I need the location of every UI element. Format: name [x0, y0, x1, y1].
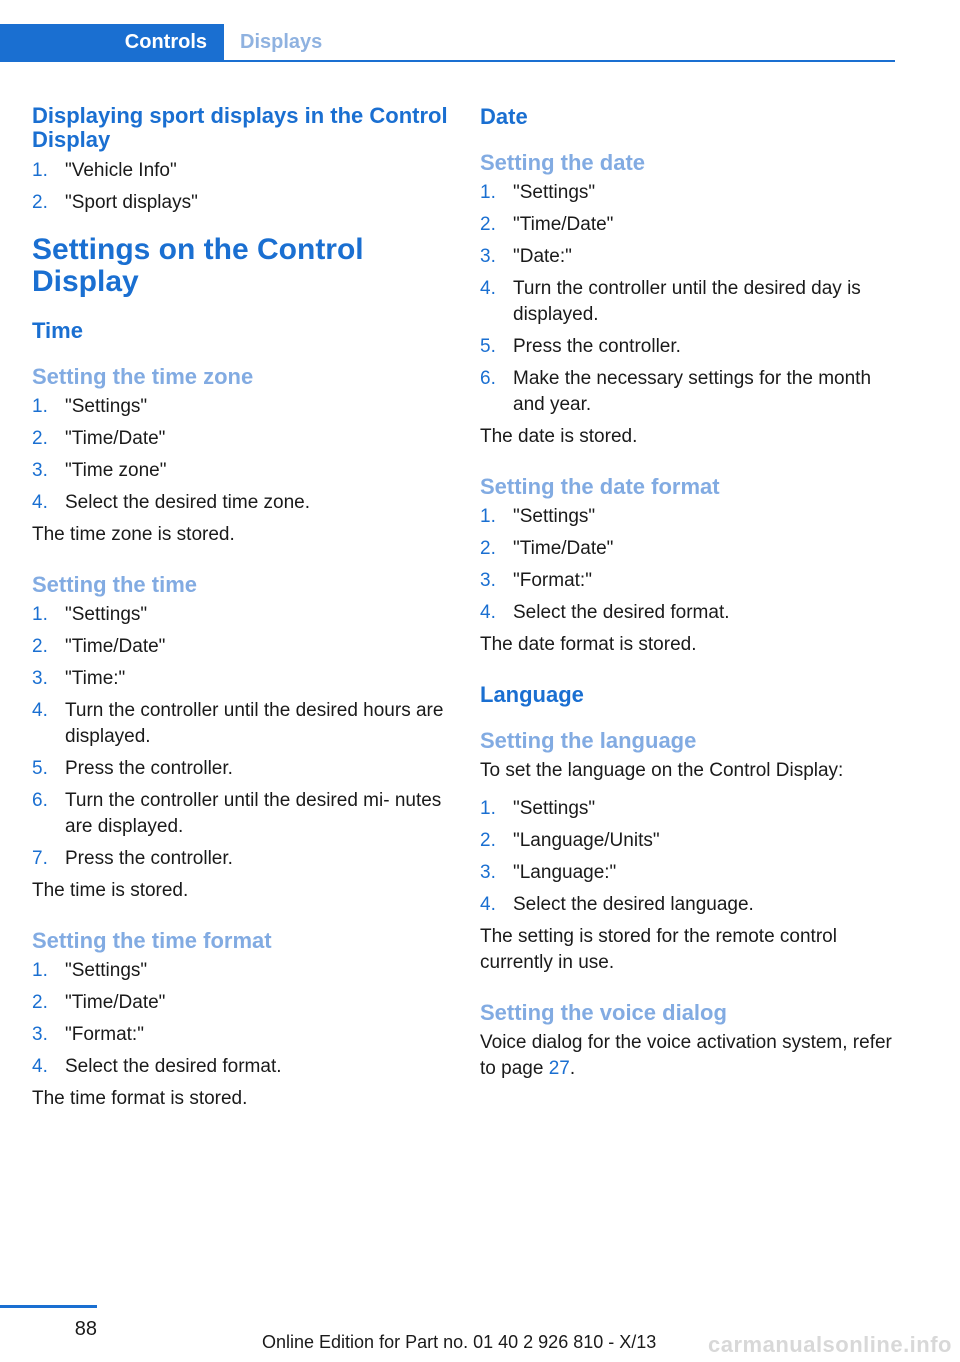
step-number: 2.	[32, 428, 48, 449]
list-item	[32, 458, 452, 484]
step-number: 3.	[480, 246, 496, 267]
page-number: 88	[74, 1318, 97, 1340]
step-text: "Time/Date"	[513, 214, 614, 235]
time-steps	[32, 602, 452, 872]
step-text: Select the desired format.	[513, 602, 730, 623]
list-item	[32, 394, 452, 420]
page-reference-link[interactable]: 27	[548, 1058, 570, 1079]
list-item	[32, 490, 452, 516]
step-text: Press the controller.	[65, 758, 233, 779]
list-item	[32, 426, 452, 452]
step-text: Make the necessary settings for the month and year.	[513, 368, 872, 415]
list-item	[480, 536, 900, 562]
list-item	[480, 568, 900, 594]
step-number: 1.	[32, 396, 48, 417]
list-item	[32, 698, 452, 750]
list-item	[480, 276, 900, 328]
step-number: 2.	[32, 636, 48, 657]
date-format-heading: Setting the date format	[480, 474, 720, 499]
step-text: "Settings"	[65, 604, 148, 625]
time-format-heading: Setting the time format	[32, 928, 272, 953]
list-item	[480, 366, 900, 418]
settings-heading: Settings on the Control Display	[32, 233, 364, 298]
step-number: 4.	[480, 602, 496, 623]
step-text: "Settings"	[513, 506, 596, 527]
sport-displays-heading: Displaying sport displays in the Control Display	[32, 103, 448, 152]
step-text: Turn the controller until the desired hours are displayed.	[65, 700, 444, 747]
step-number: 5.	[32, 758, 48, 779]
left-column	[32, 104, 452, 1112]
list-item	[32, 1022, 452, 1048]
time-zone-heading: Setting the time zone	[32, 364, 254, 389]
step-number: 2.	[32, 192, 48, 213]
step-text: Select the desired format.	[65, 1056, 282, 1077]
step-number: 2.	[480, 538, 496, 559]
step-text: "Time:"	[65, 668, 126, 689]
step-number: 6.	[32, 790, 48, 811]
list-item	[480, 180, 900, 206]
list-item	[480, 504, 900, 530]
time-zone-steps	[32, 394, 452, 516]
list-item	[32, 666, 452, 692]
step-text: "Time/Date"	[65, 992, 166, 1013]
list-item	[32, 756, 452, 782]
step-text: "Language:"	[513, 862, 617, 883]
step-number: 4.	[480, 278, 496, 299]
step-number: 4.	[32, 1056, 48, 1077]
list-item	[32, 190, 452, 216]
watermark: carmanualsonline.info	[708, 1332, 952, 1357]
step-number: 6.	[480, 368, 496, 389]
footer-rule	[0, 1305, 97, 1308]
list-item	[480, 860, 900, 886]
step-text: "Language/Units"	[513, 830, 660, 851]
language-steps	[480, 796, 900, 918]
step-number: 3.	[32, 668, 48, 689]
step-number: 2.	[480, 830, 496, 851]
time-heading-sub: Setting the time	[32, 572, 198, 597]
date-format-result: The date format is stored.	[480, 634, 697, 655]
tab-displays[interactable]	[240, 24, 322, 60]
step-text: Turn the controller until the desired day is displayed.	[513, 278, 861, 325]
voice-dialog-heading: Setting the voice dialog	[480, 1000, 727, 1025]
step-text: Press the controller.	[513, 336, 681, 357]
step-text: Select the desired language.	[513, 894, 754, 915]
step-number: 7.	[32, 848, 48, 869]
language-heading: Language	[480, 682, 584, 707]
list-item	[32, 634, 452, 660]
chapter-tab-bar	[0, 24, 895, 62]
voice-dialog-text	[480, 1030, 900, 1082]
step-text: "Time zone"	[65, 460, 167, 481]
step-number: 5.	[480, 336, 496, 357]
step-number: 1.	[480, 182, 496, 203]
list-item	[32, 846, 452, 872]
step-text: "Format:"	[65, 1024, 144, 1045]
list-item	[480, 244, 900, 270]
step-number: 2.	[480, 214, 496, 235]
list-item	[32, 602, 452, 628]
step-text: "Sport displays"	[65, 192, 198, 213]
step-text: "Settings"	[65, 396, 148, 417]
step-number: 3.	[32, 460, 48, 481]
edition-text: Online Edition for Part no. 01 40 2 926 810 - X/13	[262, 1332, 657, 1352]
step-text: Turn the controller until the desired mi‐ nutes are displayed.	[65, 790, 442, 837]
date-heading: Date	[480, 104, 528, 129]
step-text: "Time/Date"	[513, 538, 614, 559]
list-item	[32, 958, 452, 984]
step-text: "Date:"	[513, 246, 572, 267]
voice-dialog-end: .	[569, 1058, 576, 1079]
list-item	[480, 796, 900, 822]
list-item	[480, 212, 900, 238]
language-result: The setting is stored for the remote control currently in use.	[480, 926, 837, 973]
date-steps	[480, 180, 900, 418]
voice-dialog-body: Voice dialog for the voice activation system, refer to page	[480, 1032, 892, 1079]
list-item	[32, 158, 452, 184]
right-column	[480, 104, 900, 1082]
step-text: "Time/Date"	[65, 636, 166, 657]
date-set-heading: Setting the date	[480, 150, 646, 175]
step-text: "Vehicle Info"	[65, 160, 177, 181]
list-item	[480, 892, 900, 918]
tab-underline	[0, 60, 895, 62]
step-text: "Time/Date"	[65, 428, 166, 449]
tab-controls-label: Controls	[124, 30, 207, 53]
tab-displays-label: Displays	[240, 31, 323, 53]
step-text: "Settings"	[513, 182, 596, 203]
time-zone-result: The time zone is stored.	[32, 524, 235, 545]
language-intro: To set the language on the Control Display:	[480, 760, 844, 781]
time-result: The time is stored.	[32, 880, 189, 901]
time-heading: Time	[32, 318, 83, 343]
date-result: The date is stored.	[480, 426, 638, 447]
step-text: Select the desired time zone.	[65, 492, 311, 513]
list-item	[32, 788, 452, 840]
date-format-steps	[480, 504, 900, 626]
step-number: 1.	[32, 160, 48, 181]
step-number: 1.	[480, 506, 496, 527]
tab-controls[interactable]	[0, 24, 224, 60]
time-format-steps	[32, 958, 452, 1080]
step-number: 4.	[32, 700, 48, 721]
list-item	[480, 828, 900, 854]
step-number: 4.	[32, 492, 48, 513]
step-number: 4.	[480, 894, 496, 915]
list-item	[32, 990, 452, 1016]
step-number: 1.	[32, 960, 48, 981]
step-number: 3.	[480, 862, 496, 883]
step-text: "Settings"	[513, 798, 596, 819]
language-set-heading: Setting the language	[480, 728, 697, 753]
sport-displays-steps	[32, 158, 452, 216]
step-number: 2.	[32, 992, 48, 1013]
step-number: 1.	[32, 604, 48, 625]
step-number: 3.	[480, 570, 496, 591]
step-text: Press the controller.	[65, 848, 233, 869]
step-text: "Settings"	[65, 960, 148, 981]
list-item	[480, 334, 900, 360]
step-number: 1.	[480, 798, 496, 819]
step-number: 3.	[32, 1024, 48, 1045]
step-text: "Format:"	[513, 570, 592, 591]
list-item	[32, 1054, 452, 1080]
list-item	[480, 600, 900, 626]
time-format-result: The time format is stored.	[32, 1088, 248, 1109]
